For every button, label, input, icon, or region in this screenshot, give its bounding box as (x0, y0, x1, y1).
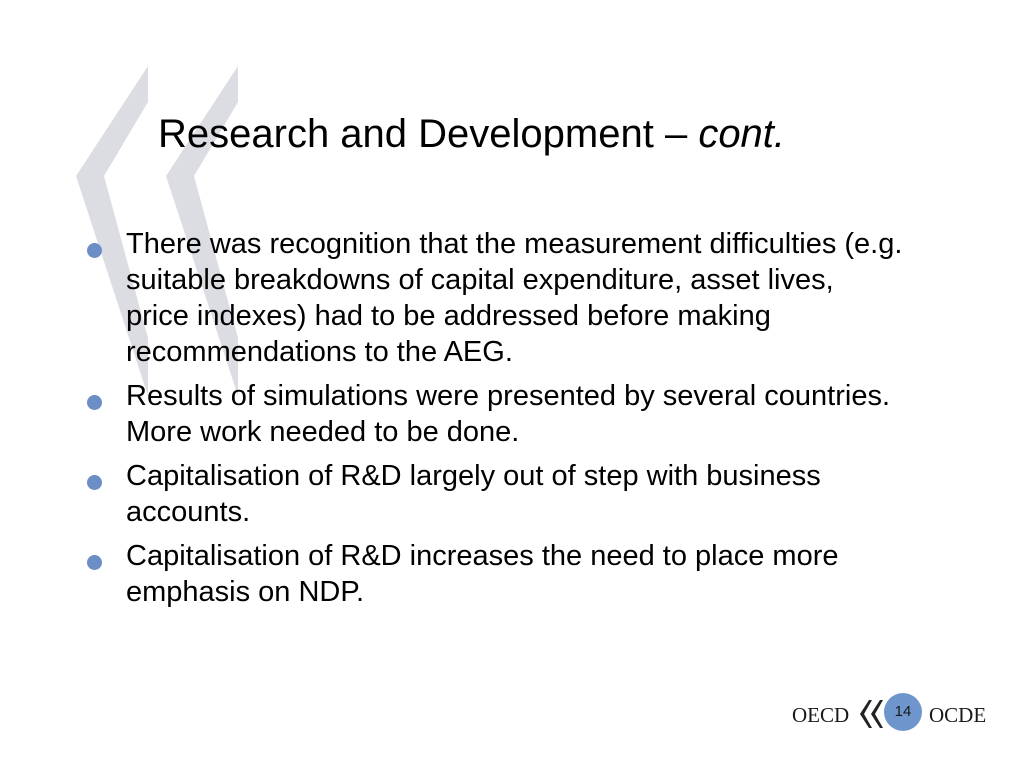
bullet-text: Capitalisation of R&D largely out of step with business accounts. (126, 460, 821, 528)
bullet-text: There was recognition that the measurement difficulties (e.g. suitable breakdowns of capital expenditure, asset lives, price indexes) had to be addressed before making recommendations to the AEG. (126, 228, 903, 368)
org-name-fr: OCDE (929, 703, 987, 727)
bullet-text: Capitalisation of R&D increases the need to place more emphasis on NDP. (126, 540, 839, 608)
bullet-dot-icon (87, 555, 102, 570)
bullet-item (84, 538, 904, 610)
title-emphasis: cont. (698, 112, 786, 156)
org-name-en: OECD (792, 703, 850, 727)
bullet-item (84, 458, 904, 530)
bullet-text: Results of simulations were presented by several countries. More work needed to be done. (126, 380, 891, 448)
footer-logo (788, 691, 998, 735)
bullet-dot-icon (87, 395, 102, 410)
bullet-item (84, 378, 904, 450)
bullet-item (84, 226, 904, 370)
slide-title (158, 108, 785, 160)
bullet-dot-icon (87, 243, 102, 258)
bullet-dot-icon (87, 475, 102, 490)
bullet-list (84, 226, 904, 618)
oecd-chevron-logo-icon (859, 700, 885, 728)
page-number-badge: 14 (884, 693, 922, 731)
title-text: Research and Development – (158, 112, 699, 156)
